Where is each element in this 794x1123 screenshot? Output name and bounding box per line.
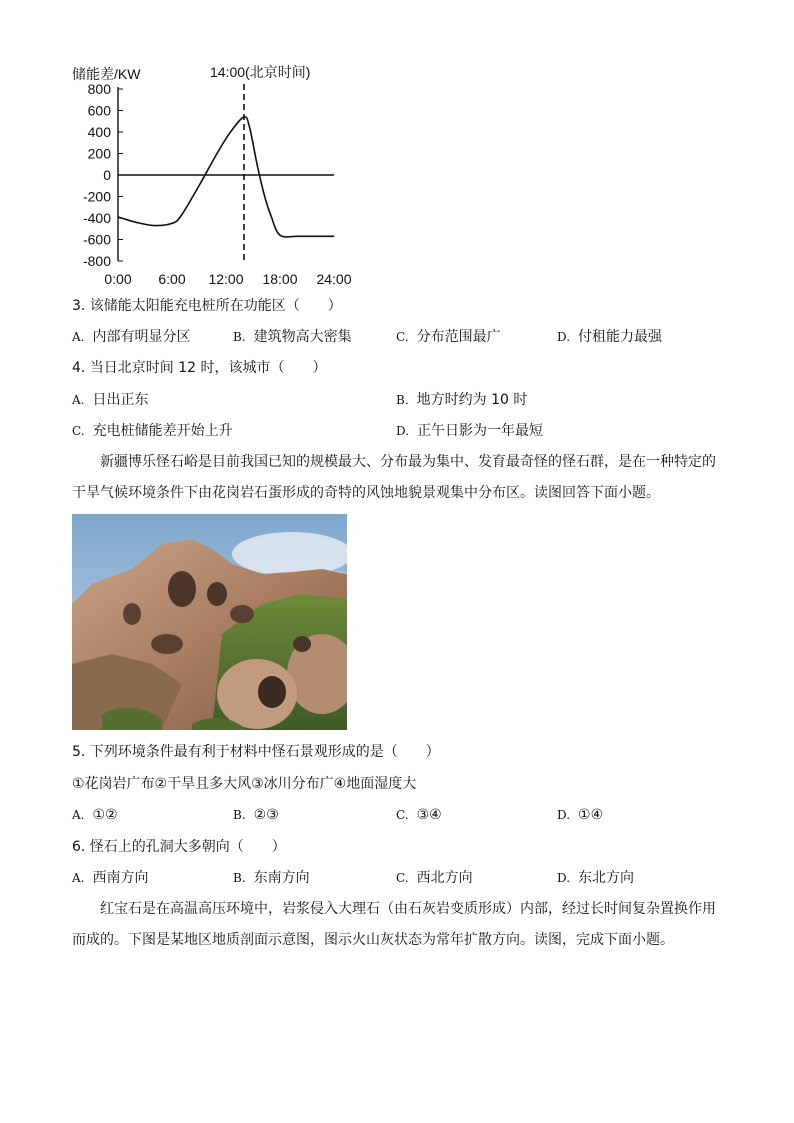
option-text: 西北方向 bbox=[416, 870, 473, 886]
energy-difference-curve bbox=[118, 117, 334, 237]
question-5-conditions: ①花岗岩广布②干旱且多大风③冰川分布广④地面湿度大 bbox=[72, 776, 417, 792]
y-tick-label: 600 bbox=[87, 102, 111, 119]
y-tick-label: 400 bbox=[87, 124, 111, 140]
option-letter: D. bbox=[557, 808, 571, 822]
option-letter: D. bbox=[396, 424, 410, 438]
option-letter: D. bbox=[557, 330, 571, 344]
option-letter: B. bbox=[233, 871, 246, 885]
q4-option-d[interactable] bbox=[396, 421, 543, 441]
q6-option-d[interactable] bbox=[557, 868, 634, 888]
reference-annotation: 14:00(北京时间) bbox=[210, 64, 311, 80]
option-letter: C. bbox=[72, 424, 85, 438]
option-text: 西南方向 bbox=[92, 870, 149, 886]
question-6-stem: 6. 怪石上的孔洞大多朝向（ ） bbox=[72, 839, 286, 855]
option-letter: C. bbox=[396, 871, 409, 885]
option-text: 日出正东 bbox=[92, 392, 149, 408]
x-tick-label: 0:00 bbox=[104, 271, 132, 287]
q4-option-c[interactable] bbox=[72, 421, 233, 441]
y-tick-label: -200 bbox=[82, 188, 111, 205]
x-tick-label: 12:00 bbox=[208, 271, 244, 287]
x-tick-label: 18:00 bbox=[262, 271, 298, 287]
option-letter: D. bbox=[557, 871, 571, 885]
q3-option-d[interactable] bbox=[557, 327, 662, 347]
option-text: 付租能力最强 bbox=[578, 329, 663, 345]
option-letter: C. bbox=[396, 330, 409, 344]
y-tick-label: -600 bbox=[82, 231, 111, 248]
option-letter: C. bbox=[396, 808, 409, 822]
y-axis-label: 储能差/KW bbox=[72, 66, 141, 82]
option-text: 地方时约为 10 时 bbox=[416, 392, 528, 408]
option-text: 内部有明显分区 bbox=[92, 329, 191, 345]
option-text: ②③ bbox=[253, 807, 279, 823]
question-4-stem: 4. 当日北京时间 12 时，该城市（ ） bbox=[72, 360, 327, 376]
q3-option-a[interactable] bbox=[72, 327, 190, 347]
q5-option-b[interactable] bbox=[233, 805, 279, 825]
option-letter: B. bbox=[233, 808, 246, 822]
q3-option-c[interactable] bbox=[396, 327, 501, 347]
y-tick-label: -400 bbox=[82, 210, 111, 226]
option-text: 东北方向 bbox=[578, 870, 635, 886]
q4-option-a[interactable] bbox=[72, 390, 148, 410]
y-tick-label: 200 bbox=[87, 145, 111, 162]
option-text: 建筑物高大密集 bbox=[253, 329, 352, 345]
q5-option-a[interactable] bbox=[72, 805, 118, 825]
option-letter: B. bbox=[396, 393, 409, 407]
y-tick-label: 0 bbox=[103, 167, 111, 183]
option-text: ①② bbox=[92, 807, 118, 823]
q6-option-c[interactable] bbox=[396, 868, 473, 888]
q3-option-b[interactable] bbox=[233, 327, 352, 347]
q6-option-b[interactable] bbox=[233, 868, 310, 888]
passage-guaishiyu: 新疆博乐怪石峪是目前我国已知的规模最大、分布最为集中、发育最奇怪的怪石群，是在一种特定的干旱气候环境条件下由花岗岩石蛋形成的奇特的风蚀地貌景观集中分布区。读图回答下面小题。 bbox=[72, 454, 716, 501]
option-letter: A. bbox=[72, 871, 85, 885]
passage-ruby: 红宝石是在高温高压环境中，岩浆侵入大理石（由石灰岩变质形成）内部，经过长时间复杂置换作用而成的。下图是某地区地质剖面示意图，图示火山灰状态为常年扩散方向。读图，完成下面小题。 bbox=[72, 901, 716, 948]
option-letter: A. bbox=[72, 393, 85, 407]
y-tick-label: -800 bbox=[82, 253, 111, 269]
q4-option-b[interactable] bbox=[396, 390, 527, 410]
x-tick-label: 6:00 bbox=[158, 271, 186, 287]
option-text: ③④ bbox=[416, 807, 442, 823]
q6-option-a[interactable] bbox=[72, 868, 148, 888]
option-letter: A. bbox=[72, 808, 85, 822]
option-text: 充电桩储能差开始上升 bbox=[92, 423, 233, 439]
question-5-stem: 5. 下列环境条件最有利于材料中怪石景观形成的是（ ） bbox=[72, 744, 440, 760]
weathered-granite-rocks-photo bbox=[72, 514, 347, 730]
option-letter: B. bbox=[233, 330, 246, 344]
option-text: 正午日影为一年最短 bbox=[417, 423, 544, 439]
option-letter: A. bbox=[72, 330, 85, 344]
q5-option-d[interactable] bbox=[557, 805, 603, 825]
q5-option-c[interactable] bbox=[396, 805, 442, 825]
x-tick-label: 24:00 bbox=[316, 271, 352, 287]
option-text: ①④ bbox=[578, 807, 604, 823]
option-text: 分布范围最广 bbox=[416, 329, 501, 345]
energy-storage-chart bbox=[60, 60, 360, 290]
question-3-stem: 3. 该储能太阳能充电桩所在功能区（ ） bbox=[72, 298, 342, 314]
option-text: 东南方向 bbox=[253, 870, 310, 886]
y-tick-label: 800 bbox=[87, 81, 111, 97]
